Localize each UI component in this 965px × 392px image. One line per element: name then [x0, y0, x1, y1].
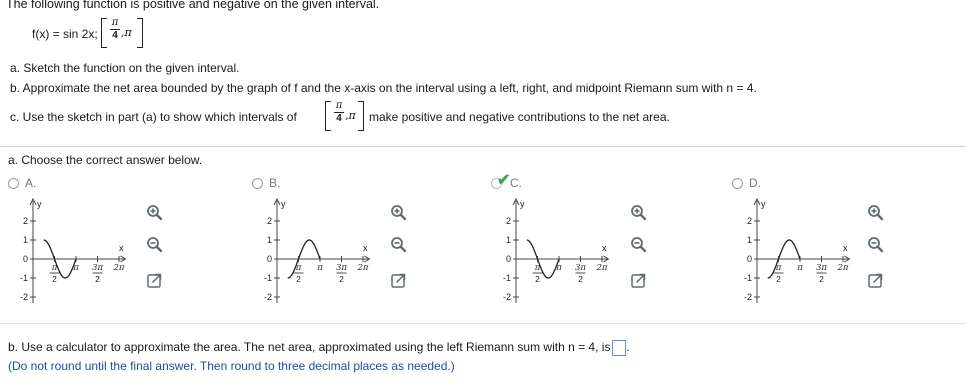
part-c-prefix: c. Use the sketch in part (a) to show which intervals of — [10, 110, 297, 124]
checkmark-icon: ✔ — [497, 172, 511, 189]
x-tick-label: 2π — [113, 263, 125, 273]
option-d-graph — [724, 195, 874, 308]
option-d-label[interactable]: D. — [749, 176, 761, 190]
y-axis-label: y — [281, 199, 286, 209]
y-tick-label: 0 — [266, 254, 272, 264]
x-tick-label-den: 2 — [578, 274, 583, 284]
question-b — [8, 340, 630, 356]
x-tick-label-den: 2 — [819, 274, 824, 284]
y-axis-label: y — [520, 199, 525, 209]
graph-svg — [483, 195, 633, 305]
x-tick-label-den: 2 — [776, 274, 781, 284]
y-tick-label: -1 — [743, 273, 752, 283]
zoom-in-icon[interactable] — [867, 204, 884, 221]
enlarge-icon[interactable] — [390, 272, 407, 289]
y-tick-label: 1 — [746, 235, 752, 245]
x-tick-label: 3π — [336, 263, 347, 273]
section-divider — [0, 146, 965, 147]
y-tick-label: 0 — [22, 254, 28, 264]
option-a-graph — [0, 195, 150, 308]
zoom-in-icon[interactable] — [390, 204, 407, 221]
x-tick-label: 2π — [596, 263, 608, 273]
rounding-note: (Do not round until the final answer. Then round to three decimal places as needed.) — [8, 359, 455, 373]
y-tick-label: 2 — [505, 216, 511, 226]
x-tick-label-den: 2 — [296, 274, 301, 284]
section-divider-2 — [0, 323, 965, 324]
x-axis-label: x — [843, 243, 848, 253]
x-tick-label: 3π — [816, 263, 827, 273]
option-a-radio[interactable] — [8, 178, 19, 189]
zoom-in-icon[interactable] — [146, 204, 163, 221]
graph-svg — [244, 195, 394, 305]
x-tick-label: π — [775, 263, 782, 273]
zoom-in-icon[interactable] — [630, 204, 647, 221]
y-tick-label: -1 — [19, 273, 28, 283]
y-tick-label: 1 — [266, 235, 272, 245]
option-b-radio[interactable] — [252, 178, 263, 189]
y-tick-label: 2 — [266, 216, 272, 226]
x-tick-label-den: 2 — [535, 274, 540, 284]
y-tick-label: -2 — [502, 292, 511, 302]
zoom-out-icon[interactable] — [146, 236, 163, 253]
option-c-graph — [483, 195, 633, 308]
problem-intro: The following function is positive and negative on the given interval. — [6, 0, 380, 11]
x-tick-label: π — [534, 263, 541, 273]
enlarge-icon[interactable] — [867, 272, 884, 289]
y-axis-label: y — [761, 199, 766, 209]
x-tick-label-den: 2 — [339, 274, 344, 284]
y-tick-label: 1 — [505, 235, 511, 245]
graph-svg — [0, 195, 150, 305]
y-tick-label: -2 — [19, 292, 28, 302]
y-tick-label: 0 — [746, 254, 752, 264]
option-b-label[interactable]: B. — [269, 176, 281, 190]
option-c-label[interactable]: C. — [510, 176, 522, 190]
part-b: b. Approximate the net area bounded by the graph of f and the x-axis on the interval using a left, right, and midpoint Riemann sum with n = 4. — [10, 81, 757, 95]
x-tick-label: π — [51, 263, 58, 273]
x-tick-label: 2π — [357, 263, 369, 273]
part-a: a. Sketch the function on the given interval. — [10, 61, 240, 75]
x-axis-label: x — [602, 243, 607, 253]
x-tick-label: π — [73, 263, 79, 273]
graph-svg — [724, 195, 874, 305]
y-tick-label: 2 — [22, 216, 28, 226]
x-tick-label-den: 2 — [95, 274, 100, 284]
y-tick-label: -2 — [743, 292, 752, 302]
enlarge-icon[interactable] — [146, 272, 163, 289]
x-tick-label: 3π — [92, 263, 103, 273]
y-axis-label: y — [37, 199, 42, 209]
x-tick-label: π — [797, 263, 803, 273]
question-b-text: b. Use a calculator to approximate the area. The net area, approximated using the left Riemann sum with n = 4, is — [8, 340, 611, 355]
y-tick-label: 2 — [746, 216, 752, 226]
y-tick-label: -1 — [263, 273, 272, 283]
x-axis-label: x — [363, 243, 368, 253]
x-tick-label: π — [556, 263, 562, 273]
y-tick-label: 0 — [505, 254, 511, 264]
x-tick-label: π — [317, 263, 323, 273]
option-a-label[interactable]: A. — [25, 176, 37, 190]
zoom-out-icon[interactable] — [390, 236, 407, 253]
zoom-out-icon[interactable] — [867, 236, 884, 253]
x-tick-label: 3π — [575, 263, 586, 273]
x-axis-label: x — [119, 243, 124, 253]
option-b-graph — [244, 195, 394, 308]
option-d-radio[interactable] — [732, 178, 743, 189]
y-tick-label: -1 — [502, 273, 511, 283]
function-line — [32, 27, 98, 41]
x-tick-label: 2π — [837, 263, 849, 273]
enlarge-icon[interactable] — [630, 272, 647, 289]
y-tick-label: 1 — [22, 235, 28, 245]
part-c-suffix: make positive and negative contributions to the net area. — [369, 110, 670, 124]
question-b-end: . — [626, 340, 630, 355]
choose-prompt: a. Choose the correct answer below. — [8, 153, 203, 167]
function-definition: f(x) = sin 2x; — [32, 27, 98, 41]
y-tick-label: -2 — [263, 292, 272, 302]
zoom-out-icon[interactable] — [630, 236, 647, 253]
x-tick-label: π — [295, 263, 302, 273]
x-tick-label-den: 2 — [52, 274, 57, 284]
answer-input[interactable] — [612, 340, 626, 356]
